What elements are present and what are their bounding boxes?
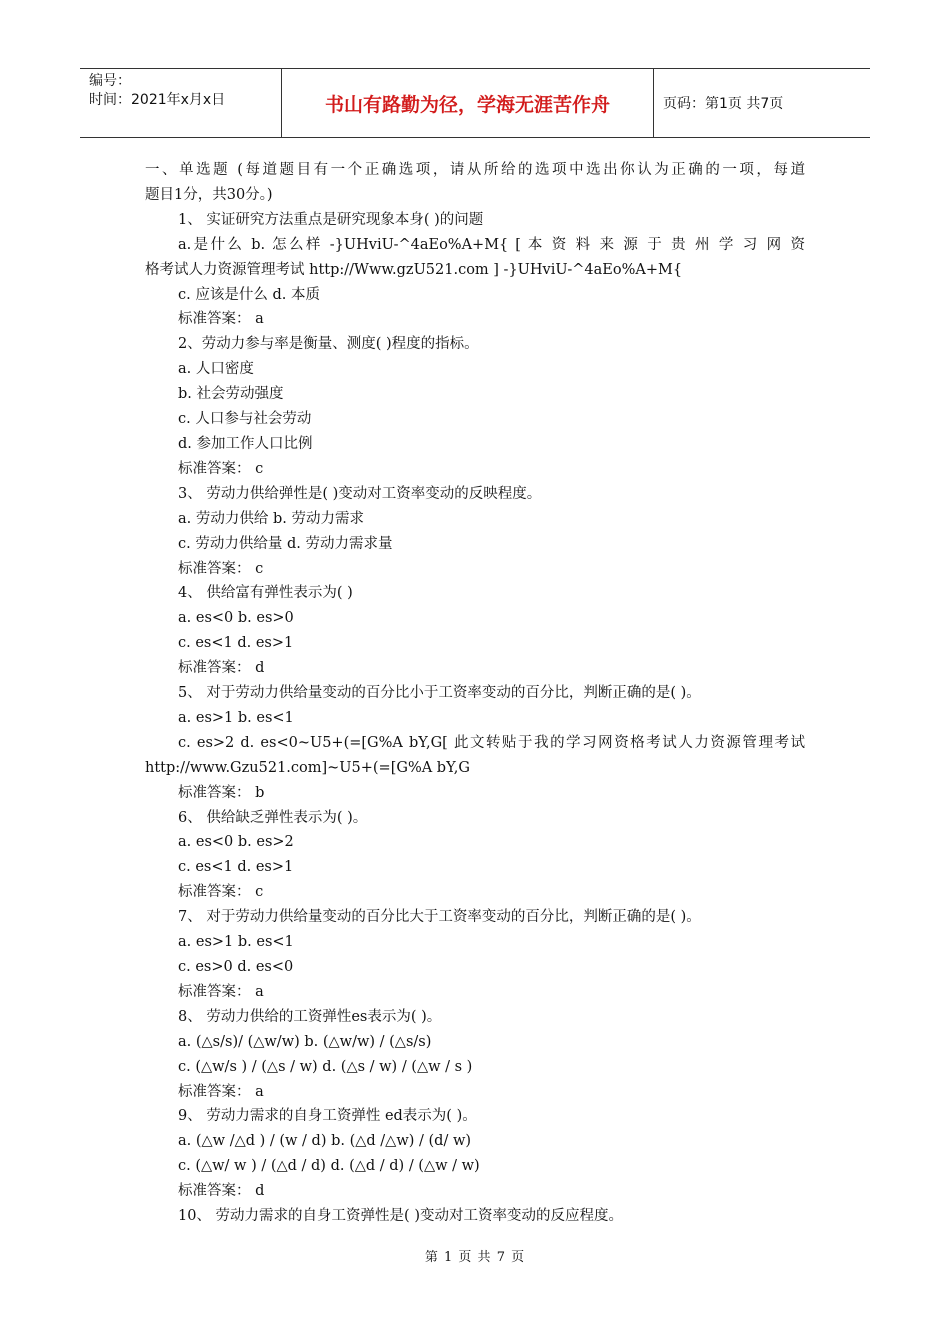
text-line: 8、 劳动力供给的工资弹性es表示为( )。 — [178, 1008, 442, 1025]
text-line: c. 人口参与社会劳动 — [178, 411, 312, 428]
text-line: a. 劳动力供给 b. 劳动力需求 — [178, 510, 364, 527]
text-line: c. es<1 d. es>1 — [178, 859, 294, 876]
text-line: 9、 劳动力需求的自身工资弹性 ed表示为( )。 — [178, 1108, 477, 1125]
text-line: c. es<1 d. es>1 — [178, 635, 294, 652]
text-line: a. (△w /△d ) / (w / d) b. (△d /△w) / (d/ w) — [178, 1133, 472, 1150]
text-line: 标准答案： d — [178, 1183, 265, 1200]
text-line: http://www.Gzu521.com]~U5+(=[G%A bY,G — [145, 759, 470, 776]
text-line: d. 参加工作人口比例 — [178, 435, 313, 452]
text-line: 4、 供给富有弹性表示为( ) — [178, 585, 353, 602]
text-line: 格考试人力资源管理考试 http://Www.gzU521.com ] -}UHviU-^4aEo%A+M{ — [145, 261, 683, 278]
text-line: c. es>0 d. es<0 — [178, 959, 294, 975]
text-line: 标准答案： c — [178, 460, 264, 477]
text-line: c. (△w/s ) / (△s / w) d. (△s / w) / (△w / s ) — [178, 1058, 473, 1075]
text-line: 标准答案： c — [178, 560, 264, 577]
text-line: 2、劳动力参与率是衡量、测度( )程度的指标。 — [178, 336, 479, 353]
text-line: a. es>1 b. es<1 — [178, 934, 294, 951]
text-line: c. 应该是什么 d. 本质 — [178, 286, 320, 303]
page-footer: 第 1 页 共 7 页 — [424, 1250, 526, 1265]
text-line: 标准答案： a — [178, 311, 264, 328]
text-line: 6、 供给缺乏弹性表示为( )。 — [178, 809, 368, 826]
text-line: 3、 劳动力供给弹性是( )变动对工资率变动的反映程度。 — [178, 485, 542, 502]
header-meta — [80, 69, 282, 137]
text-line: 一、单选题 (每道题目有一个正确选项，请从所给的选项中选出你认为正确的一项，每道 — [145, 162, 805, 178]
header-page-label: 页码：第1页 共7页 — [663, 96, 784, 112]
text-line: a.是什么 b. 怎么样 -}UHviU-^4aEo%A+M{ [ 本 资 料 来 源 于 贵 州 学 习 网 资 — [178, 236, 805, 253]
text-line: c. 劳动力供给量 d. 劳动力需求量 — [178, 535, 393, 552]
text-line: 5、 对于劳动力供给量变动的百分比小于工资率变动的百分比，判断正确的是( )。 — [178, 685, 701, 702]
text-line: 标准答案： c — [178, 884, 264, 901]
document-body — [145, 158, 805, 1229]
text-line: 10、 劳动力需求的自身工资弹性是( )变动对工资率变动的反应程度。 — [178, 1208, 623, 1225]
header-number-label: 编号： — [89, 73, 131, 89]
header-motto: 书山有路勤为径，学海无涯苦作舟 — [282, 69, 654, 137]
text-line: a. (△s/s)/ (△w/w) b. (△w/w) / (△s/s) — [178, 1033, 432, 1050]
text-line: c. (△w/ w ) / (△d / d) d. (△d / d) / (△w / w) — [178, 1158, 480, 1175]
text-line: a. es>1 b. es<1 — [178, 709, 294, 726]
text-line: 7、 对于劳动力供给量变动的百分比大于工资率变动的百分比，判断正确的是( )。 — [178, 909, 701, 926]
text-line: a. es<0 b. es>0 — [178, 610, 294, 627]
text-line: 1、 实证研究方法重点是研究现象本身( )的问题 — [178, 211, 484, 228]
text-line: b. 社会劳动强度 — [178, 386, 284, 403]
text-line: a. 人口密度 — [178, 361, 254, 378]
text-line: 标准答案： b — [178, 784, 265, 801]
text-line: c. es>2 d. es<0~U5+(=[G%A bY,G[ 此文转贴于我的学习网资格考试人力资源管理考试 — [178, 734, 805, 751]
header-time-label: 时间：2021年x月x日 — [89, 92, 226, 108]
page-header — [80, 68, 870, 138]
text-line: 标准答案： a — [178, 1083, 264, 1100]
text-line: a. es<0 b. es>2 — [178, 834, 294, 851]
text-line: 标准答案： a — [178, 983, 264, 1000]
text-line: 标准答案： d — [178, 660, 265, 677]
text-line: 题目1分，共30分。) — [145, 186, 273, 203]
